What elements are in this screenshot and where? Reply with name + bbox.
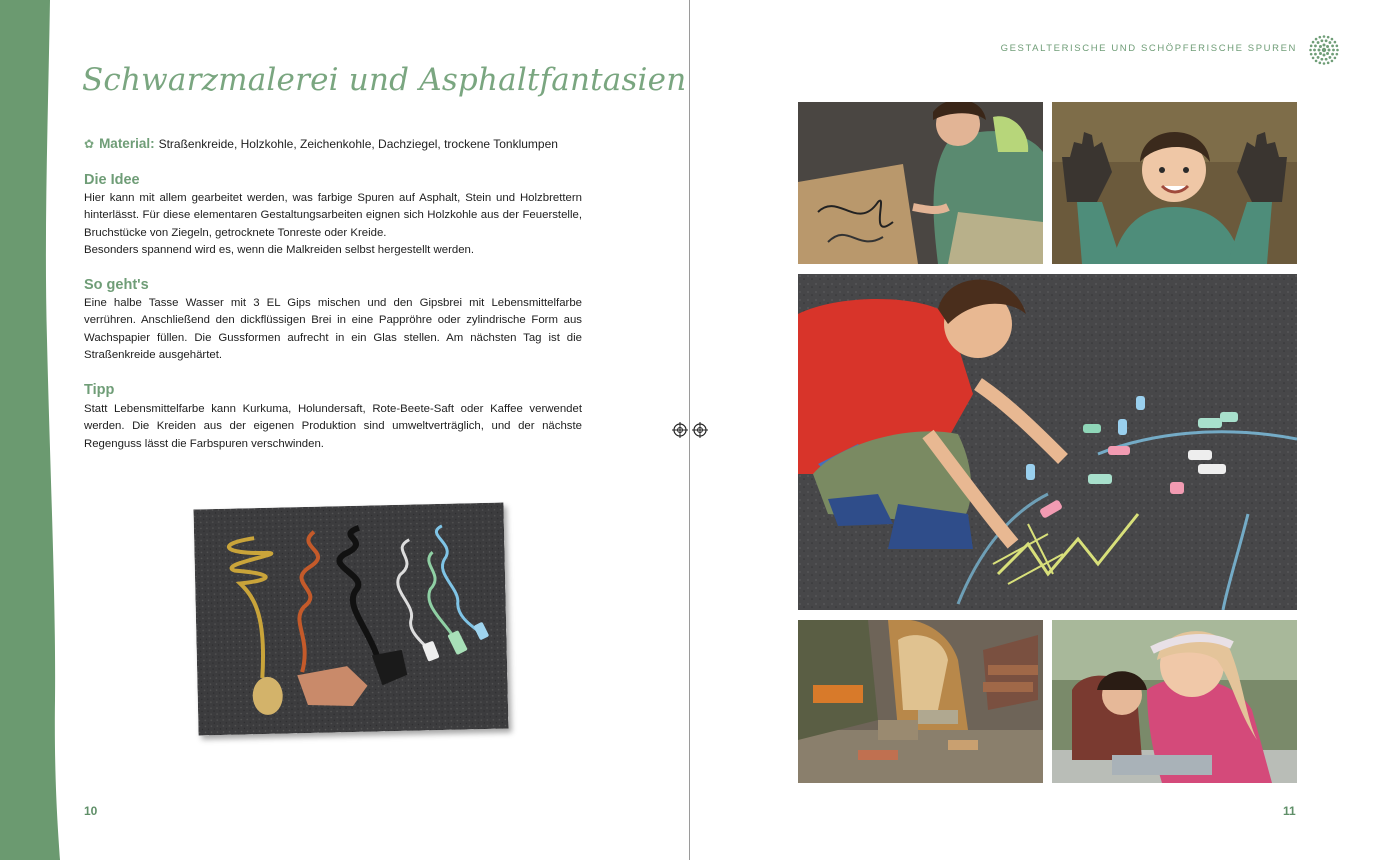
photo-girl-headband	[1052, 620, 1297, 783]
photo-boy-chalk-drawing	[798, 274, 1297, 610]
photo-children-bricks	[798, 620, 1043, 783]
material-text: Straßenkreide, Holzkohle, Zeichenkohle, Dachziegel, trockene Tonklumpen	[158, 137, 558, 151]
section-body-tip	[84, 401, 582, 453]
crosshair-registration-icon	[672, 422, 688, 438]
photo-boy-dirty-hands	[1052, 102, 1297, 264]
crosshair-registration-icon	[692, 422, 708, 438]
running-head: GESTALTERISCHE UND SCHÖPFERISCHE SPUREN	[1000, 43, 1297, 54]
section-heading-how: So geht's	[84, 277, 149, 293]
page-gutter	[689, 0, 690, 860]
page-title: Schwarzmalerei und Asphaltfantasien	[82, 62, 687, 98]
section-heading-tip: Tipp	[84, 382, 115, 398]
photo-boy-charcoal-cardboard	[798, 102, 1043, 264]
section-body-how	[84, 295, 582, 365]
section-heading-idea: Die Idee	[84, 172, 140, 188]
paragraph: Statt Lebensmittelfarbe kann Kurkuma, Holundersaft, Rote-Beete-Saft oder Kaffee verwendet werden. Die Kreiden aus der eigenen Produktion sind umweltverträglich, und der nächste Regenguss lässt die Farbspuren verschwinden.	[84, 403, 582, 450]
section-body-idea	[84, 190, 582, 260]
page-number-left: 10	[84, 804, 98, 818]
flower-icon: ✿	[84, 137, 95, 151]
green-side-strip	[0, 0, 70, 860]
page-number-right: 11	[1283, 804, 1296, 818]
paragraph: Eine halbe Tasse Wasser mit 3 EL Gips mischen und den Gipsbrei mit Lebensmittelfarbe verrühren. Anschließend den dickflüssigen Brei in eine Pappröhre oder zylindrische Form aus Wachspapier füllen. Die Gussformen aufrecht in ein Glas stellen. Am nächsten Tag ist die Straßenkreide ausgehärtet.	[84, 297, 582, 362]
material-line	[84, 136, 624, 151]
photo-chalk-squiggles	[193, 503, 508, 736]
dotted-circle-ornament-icon	[1308, 34, 1340, 66]
material-label: Material:	[99, 136, 155, 151]
paragraph: Besonders spannend wird es, wenn die Malkreiden selbst hergestellt werden.	[84, 244, 475, 257]
paragraph: Hier kann mit allem gearbeitet werden, was farbige Spuren auf Asphalt, Stein und Holzbrettern hinterlässt. Für diese elementaren Gestaltungsarbeiten eignen sich Holzkohle aus der Feuerstelle, Bruchstücke von Ziegeln, getrocknete Tonreste oder Kreide.	[84, 192, 582, 239]
